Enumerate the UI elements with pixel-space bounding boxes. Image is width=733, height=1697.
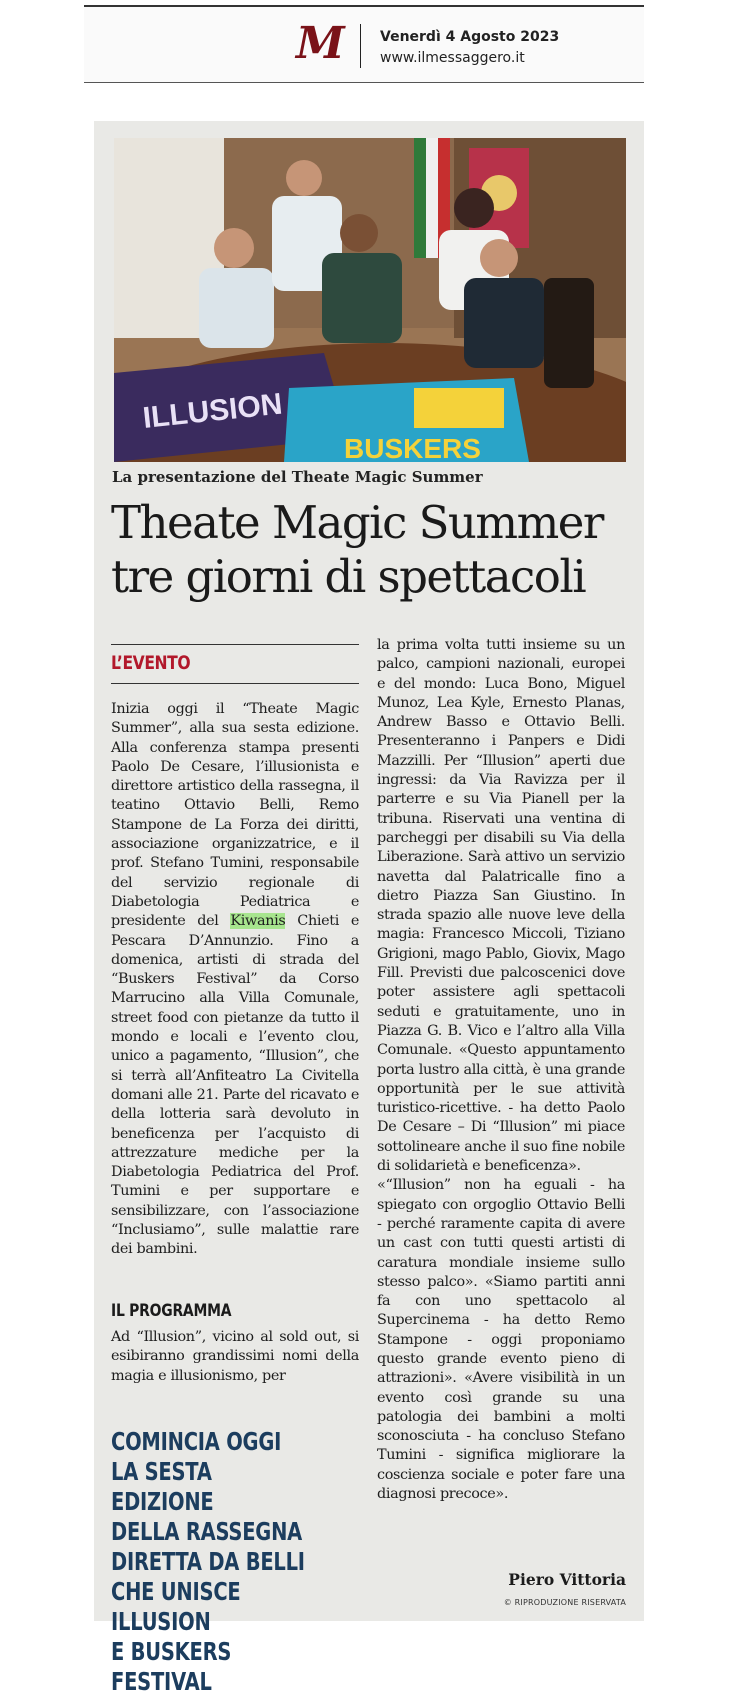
press-conference-photo <box>114 138 626 462</box>
kicker-bottom-rule <box>111 683 359 684</box>
copyright-notice: © RIPRODUZIONE RISERVATA <box>503 1598 626 1607</box>
pull-quote-line: DELLA RASSEGNA <box>111 1517 303 1546</box>
pull-quote-line: DIRETTA DA BELLI <box>111 1547 305 1576</box>
pull-quote-line: COMINCIA OGGI <box>111 1427 282 1456</box>
section-kicker: L’EVENTO <box>111 652 191 674</box>
banner-text: BUSKERS <box>344 433 481 462</box>
website-url: www.ilmessaggero.it <box>380 50 525 66</box>
masthead-bottom-rule <box>84 82 644 83</box>
pull-quote <box>111 1427 314 1697</box>
right-paragraph-2: «“Illusion” non ha eguali - ha spiegato con orgoglio Ottavio Belli - perché raramente capita di avere un cast con tutti questi artisti di caratura mondiale insieme sullo stesso palco». «Siamo partiti anni fa con uno spettacolo al Supercinema - ha detto Remo Stampone - oggi proponiamo questo grande evento pieno di attrazioni». «Avere visibilità in un evento così grande su una patologia dei bambini a molti sconosciuta - ha concluso Stefano Tumini - significa migliorare la coscienza sociale e poter fare una diagnosi precoce». <box>377 1177 625 1503</box>
kicker-top-rule <box>111 644 359 645</box>
highlighted-word: Kiwanis <box>230 913 286 930</box>
masthead-top-rule <box>84 5 644 7</box>
paragraph-1-part-a: Inizia oggi il “Theate Magic Summer”, alla sua sesta edizione. Alla conferenza stampa presenti Paolo De Cesare, l’illusionista e direttore artistico della rassegna, il teatino Ottavio Belli, Remo Stampone de La Forza dei diritti, associazione organizzatrice, e il prof. Stefano Tumini, responsabile del servizio regionale di Diabetologia Pediatrica e presidente del <box>111 701 359 930</box>
masthead-separator <box>360 24 361 68</box>
masthead <box>84 7 644 82</box>
article-photo <box>114 138 626 462</box>
paragraph-1-part-b: Chieti e Pescara D’Annunzio. Fino a domenica, artisti di strada del “Buskers Festival” da Corso Marrucino alla Villa Comunale, street food con pietanze da tutto il mondo e locali e l’evento clou, unico a pagamento, “Illusion”, che si terrà all’Anfiteatro La Civitella domani alle 21. Parte del ricavato e della lotteria sarà devoluto in beneficenza per l’acquisto di attrezzature mediche per la Diabetologia Pediatrica del Prof. Tumini e per supportare e sensibilizzare, con l’associazione “Inclusiamo”, sulle malattie rare dei bambini. <box>111 913 359 1258</box>
publication-date: Venerdì 4 Agosto 2023 <box>380 29 560 45</box>
article-paragraph-2: Ad “Illusion”, vicino al sold out, si esibiranno grandissimi nomi della magia e illusionismo, per <box>111 1329 359 1384</box>
right-column <box>377 636 625 1504</box>
headline-line-1: Theate Magic Summer <box>111 496 603 549</box>
newspaper-logo: M <box>296 18 345 69</box>
article-paragraph-1 <box>111 700 359 1260</box>
section-subhead: IL PROGRAMMA <box>111 1301 232 1321</box>
headline <box>111 496 641 604</box>
byline: Piero Vittoria <box>508 1570 626 1589</box>
right-paragraph-1: la prima volta tutti insieme su un palco, campioni nazionali, europei e del mondo: Luca Bono, Miguel Munoz, Lea Kyle, Ernesto Planas, Andrew Basso e Ottavio Belli. Presenteranno i Panpers e Didi Mazzilli. Per “Illusion” aperti due ingressi: da Via Ravizza per il parterre e su Via Pianell per la tribuna. Riservati una ventina di parcheggi per disabili su Via della Liberazione. Sarà attivo un servizio navetta dal Palatricalle fino a dietro Piazza San Giustino. In strada spazio alle nuove leve della magia: Francesco Miccoli, Tiziano Grigioni, mago Pablo, Giovix, Mago Fill. Previsti due palcoscenici dove poter assistere agli spettacoli seduti e gratuitamente, uno in Piazza G. B. Vico e l’altro alla Villa Comunale. «Questo appuntamento porta lustro alla città, è una grande opportunità per le sue attività turistico-ricettive. - ha detto Paolo De Cesare – Di “Illusion” mi piace sottolineare anche il suo fine nobile di solidarietà e beneficenza». <box>377 637 625 1175</box>
photo-caption: La presentazione del Theate Magic Summer <box>112 468 483 486</box>
pull-quote-line: LA SESTA EDIZIONE <box>111 1457 214 1516</box>
pull-quote-line: E BUSKERS FESTIVAL <box>111 1637 232 1696</box>
headline-line-2: tre giorni di spettacoli <box>111 550 586 603</box>
poster-text: ILLUSION <box>141 387 284 435</box>
pull-quote-line: CHE UNISCE ILLUSION <box>111 1577 241 1636</box>
